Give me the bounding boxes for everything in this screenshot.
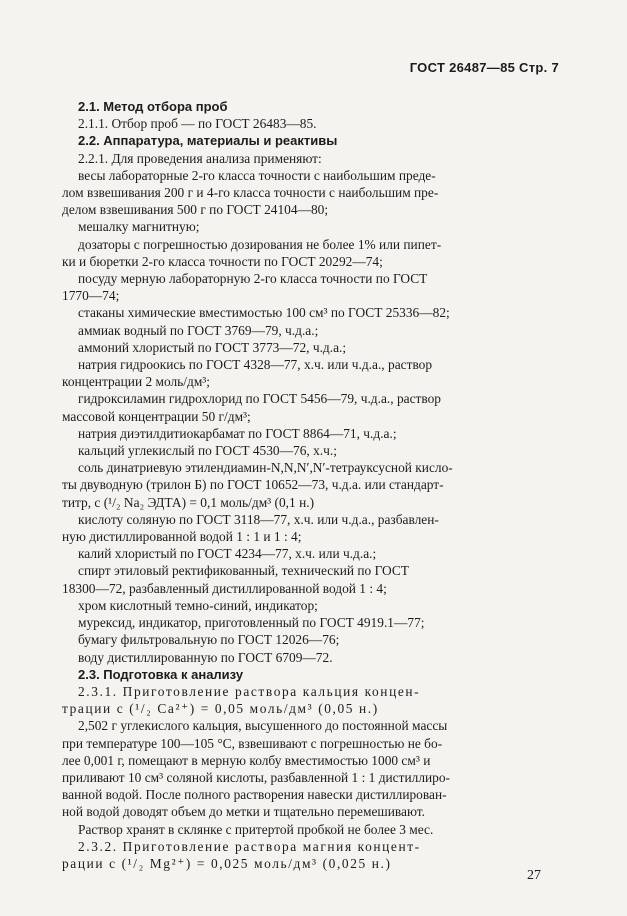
text-line: натрия диэтилдитиокарбамат по ГОСТ 8864—71, ч.д.а.; (78, 425, 397, 441)
text-line: посуду мерную лабораторную 2-го класса точности по ГОСТ (78, 271, 428, 287)
text-line: мурексид, индикатор, приготовленный по ГОСТ 4919.1—77; (78, 615, 425, 631)
section-heading: 2.2. Аппаратура, материалы и реактивы (78, 133, 338, 149)
text-line: натрия гидроокись по ГОСТ 4328—77, х.ч. или ч.д.а., раствор (78, 357, 433, 373)
text-line: 18300—72, разбавленный дистиллированной водой 1 : 4; (62, 580, 387, 596)
text-line: лом взвешивания 200 г и 4-го класса точности с наибольшим пре- (62, 185, 439, 201)
section-heading: 2.1. Метод отбора проб (78, 99, 228, 114)
text-line: воду дистиллированную по ГОСТ 6709—72. (78, 649, 333, 665)
text-line: 1770—74; (62, 288, 120, 304)
text-line: ки и бюретки 2-го класса точности по ГОСТ 20292—74; (62, 253, 383, 269)
document-body (62, 98, 558, 872)
text-line: спирт этиловый ректификованный, технический по ГОСТ (78, 563, 409, 579)
text-line: ную дистиллированной водой 1 : 1 и 1 : 4; (62, 529, 302, 545)
page-header: ГОСТ 26487—85 Стр. 7 (409, 60, 559, 75)
text-line: при температуре 100—105 °C, взвешивают с погрешностью не бо- (62, 735, 443, 751)
text-line: аммиак водный по ГОСТ 3769—79, ч.д.а.; (78, 322, 319, 338)
text-line: хром кислотный темно-синий, индикатор; (78, 597, 318, 613)
text-line: 2.1.1. Отбор проб — по ГОСТ 26483—85. (78, 116, 317, 132)
text-line: делом взвешивания 500 г по ГОСТ 24104—80; (62, 202, 329, 218)
text-line: ты двуводную (трилон Б) по ГОСТ 10652—73, ч.д.а. или стандарт- (62, 477, 444, 493)
text-line: 2,502 г углекислого кальция, высушенного до постоянной массы (78, 718, 448, 734)
text-line: лее 0,001 г, помещают в мерную колбу вместимостью 1000 см³ и (62, 752, 431, 768)
text-line: гидроксиламин гидрохлорид по ГОСТ 5456—79, ч.д.а., раствор (78, 391, 441, 407)
text-line: массовой концентрации 50 г/дм³; (62, 408, 251, 424)
text-line: Раствор хранят в склянке с притертой пробкой не более 3 мес. (78, 821, 434, 837)
text-line: ванной водой. После полного растворения навески дистиллирован- (62, 787, 447, 803)
text-line: ной водой доводят объем до метки и тщательно перемешивают. (62, 804, 425, 820)
text-line: кальций углекислый по ГОСТ 4530—76, х.ч.; (78, 443, 337, 459)
text-line: 2.3.1. Приготовление раствора кальция концен- (78, 683, 421, 699)
text-line: бумагу фильтровальную по ГОСТ 12026—76; (78, 632, 340, 648)
text-line: калий хлористый по ГОСТ 4234—77, х.ч. или ч.д.а.; (78, 546, 377, 562)
text-line: трации с (¹/₂ Ca²⁺) = 0,05 моль/дм³ (0,05 н.) (62, 701, 379, 717)
section-heading: 2.3. Подготовка к анализу (78, 666, 244, 682)
text-line: аммоний хлористый по ГОСТ 3773—72, ч.д.а.; (78, 339, 347, 355)
text-line: концентрации 2 моль/дм³; (62, 374, 211, 390)
text-line: рации с (¹/₂ Mg²⁺) = 0,025 моль/дм³ (0,025 н.) (62, 855, 392, 871)
text-line: кислоту соляную по ГОСТ 3118—77, х.ч. или ч.д.а., разбавлен- (78, 511, 439, 527)
page-number: 27 (527, 868, 541, 883)
text-line: 2.3.2. Приготовление раствора магния концент- (78, 838, 421, 854)
text-line: титр, с (¹/₂ Na₂ ЭДТА) = 0,1 моль/дм³ (0,1 н.) (62, 494, 315, 510)
text-line: мешалку магнитную; (78, 219, 200, 235)
text-line: весы лабораторные 2-го класса точности с наибольшим преде- (78, 167, 436, 183)
text-line: дозаторы с погрешностью дозирования не более 1% или пипет- (78, 236, 442, 252)
text-line: соль динатриевую этилендиамин-N,N,N′,N′-тетрауксусной кисло- (78, 460, 453, 476)
text-line: приливают 10 см³ соляной кислоты, разбавленной 1 : 1 дистиллиро- (62, 769, 451, 785)
text-line: 2.2.1. Для проведения анализа применяют: (78, 150, 322, 166)
text-line: стаканы химические вместимостью 100 см³ по ГОСТ 25336—82; (78, 305, 450, 321)
